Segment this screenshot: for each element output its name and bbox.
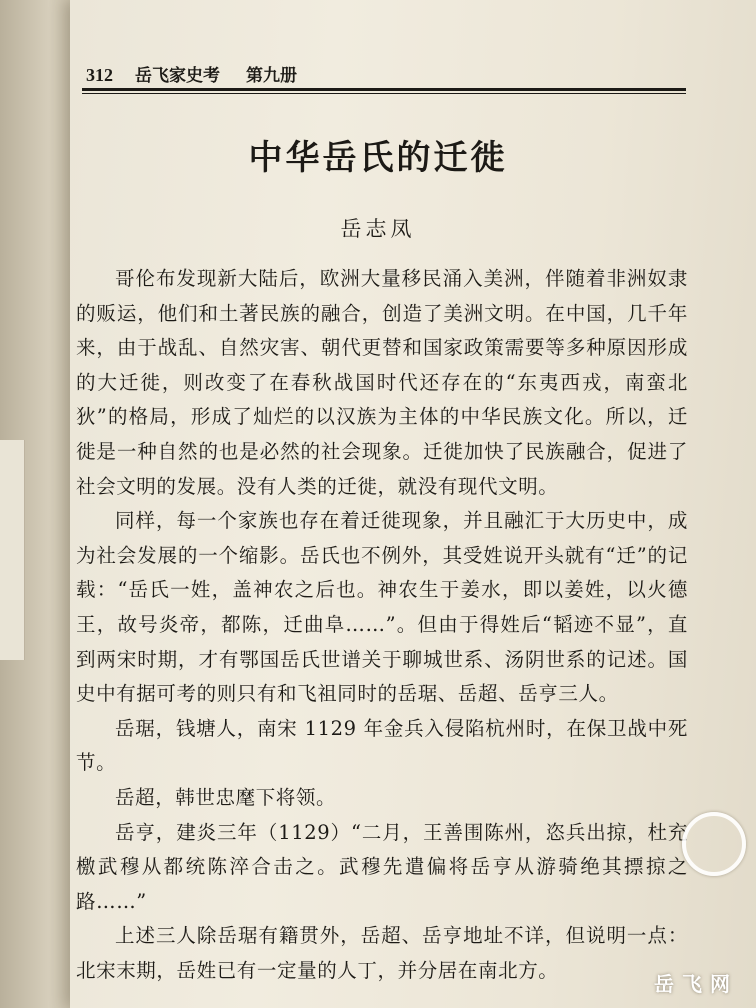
paragraph: 岳亨，建炎三年（1129）“二月，王善围陈州，恣兵出掠，杜充檄武穆从都统陈淬合击之。武穆先遣偏将岳亨从游骑绝其摽掠之路……” [76,820,688,913]
page-number: 312 [86,65,113,85]
paragraph: 哥伦布发现新大陆后，欧洲大量移民涌入美洲，伴随着非洲奴隶的贩运，他们和土著民族的融合，创造了美洲文明。在中国，几千年来，由于战乱、自然灾害、朝代更替和国家政策需要等多种原因形成的大迁徙，则改变了在春秋战国时代还存在的“东夷西戎，南蛮北狄”的格局，形成了灿烂的以汉族为主体的中华民族文化。所以，迁徙是一种自然的也是必然的社会现象。迁徙加快了民族融合，促进了社会文明的发展。没有人类的迁徙，就没有现代文明。 [76,267,688,498]
running-header [86,58,686,86]
paragraph: 岳琚，钱塘人，南宋 1129 年金兵入侵陷杭州时，在保卫战中死节。 [76,716,688,775]
paragraph: 上述三人除岳琚有籍贯外，岳超、岳亨地址不详，但说明一点：北宋末期，岳姓已有一定量的人丁，并分居在南北方。 [76,924,688,982]
paragraph: 同样，每一个家族也存在着迁徙现象，并且融汇于大历史中，成为社会发展的一个缩影。岳氏也不例外，其受姓说开头就有“迁”的记载：“岳氏一姓，盖神农之后也。神农生于姜水，即以姜姓，以火德王，故号炎帝，都陈，迁曲阜……”。但由于得姓后“韬迹不显”，直到两宋时期，才有鄂国岳氏世谱关于聊城世系、汤阴世系的记述。国史中有据可考的则只有和飞祖同时的岳琚、岳超、岳亨三人。 [76,509,688,706]
volume-label: 第九册 [246,66,297,86]
header-rule-thin [82,93,686,94]
article-body [76,262,688,988]
paragraph: 岳超，韩世忠麾下将领。 [115,785,337,809]
watermark-logo-icon [682,812,746,876]
article-author: 岳志凤 [340,217,416,241]
article-title: 中华岳氏的迁徙 [248,138,508,178]
header-rule-thick [82,88,686,91]
watermark-text: 岳飞网 [654,972,738,996]
book-title: 岳飞家史考 [135,66,220,86]
page-tab [0,440,25,660]
